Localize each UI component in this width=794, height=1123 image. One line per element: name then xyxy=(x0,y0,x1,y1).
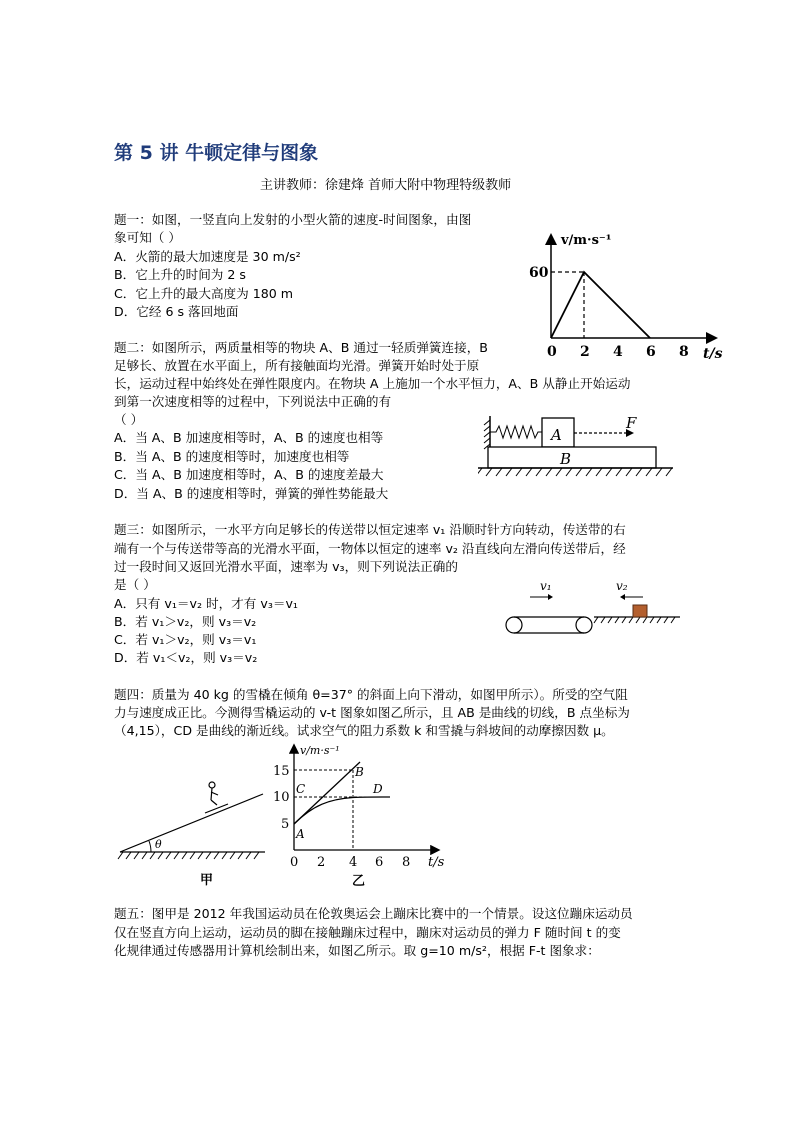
q1-x-label: t/s xyxy=(703,346,723,362)
q4-point-b: B xyxy=(355,765,364,779)
q4-y-tick: 10 xyxy=(273,790,290,805)
q1-x-tick: 6 xyxy=(646,344,656,360)
q3-stem-line: 是（ ） xyxy=(114,577,156,592)
page-title: 第 5 讲 牛顿定律与图象 xyxy=(114,142,319,164)
q4-caption-yi: 乙 xyxy=(352,874,366,888)
q4-stem-line: （4,15），CD 是曲线的渐近线。试求空气的阻力系数 k 和雪撬与斜坡间的动摩擦因数 μ。 xyxy=(114,723,614,738)
q2-spring xyxy=(490,426,542,438)
q2-block-b xyxy=(488,447,656,468)
q2-option-b: B．当 A、B 的速度相等时，加速度也相等 xyxy=(114,449,350,464)
q4-x-tick: 0 xyxy=(290,855,299,870)
q2-option-a: A．当 A、B 加速度相等时，A、B 的速度也相等 xyxy=(114,430,384,445)
q1-velocity-line xyxy=(551,272,650,338)
q2-stem-line: 足够长、放置在水平面上，所有接触面均光滑。弹簧开始时处于原 xyxy=(114,358,480,373)
q1-option-c: C．它上升的最大高度为 180 m xyxy=(114,286,294,301)
q1-option-d: D．它经 6 s 落回地面 xyxy=(114,304,239,319)
q1-x-tick: 2 xyxy=(580,344,590,360)
q2-label-b: B xyxy=(560,450,572,468)
q3-pulley-left xyxy=(506,617,522,633)
q4-fig-jia xyxy=(115,772,270,887)
q3-stem-line: 过一段时间又返回光滑水平面，速率为 v₃，则下列说法正确的 xyxy=(114,559,458,574)
q3-option-c: C．若 v₁＞v₂，则 v₃＝v₁ xyxy=(114,632,257,647)
q3-stem-line: 端有一个与传送带等高的光滑水平面，一物体以恒定的速率 v₂ 沿直线向左滑向传送带后，经 xyxy=(114,541,626,556)
q4-y-tick: 15 xyxy=(273,764,290,779)
q4-caption-jia: 甲 xyxy=(200,873,214,887)
q4-y-tick: 5 xyxy=(281,817,290,832)
q1-y-tick: 60 xyxy=(529,265,549,281)
q1-vt-graph xyxy=(525,228,730,368)
q2-ground-hatch xyxy=(478,468,672,476)
q3-option-b: B．若 v₁＞v₂，则 v₃＝v₂ xyxy=(114,614,257,629)
q4-stem-line: 题四：质量为 40 kg 的雪橇在倾角 θ=37° 的斜面上向下滑动，如图甲所示）。所受的空气阻 xyxy=(114,687,628,702)
q4-x-tick: 4 xyxy=(349,855,358,870)
q4-x-tick: 6 xyxy=(375,855,384,870)
q4-fig-yi xyxy=(268,740,448,888)
q1-option-b: B．它上升的时间为 2 s xyxy=(114,267,246,282)
q5-stem-line: 化规律通过传感器用计算机绘制出来，如图乙所示。取 g=10 m/s²，根据 F-t 图象求： xyxy=(114,943,600,958)
q4-slope xyxy=(120,794,263,852)
q2-option-c: C．当 A、B 加速度相等时，A、B 的速度差最大 xyxy=(114,467,384,482)
q4-x-tick: 2 xyxy=(317,855,326,870)
q3-stem-line: 题三：如图所示，一水平方向足够长的传送带以恒定速率 v₁ 沿顺时针方向转动，传送带的右 xyxy=(114,522,626,537)
page-subtitle: 主讲教师：徐建烽 首师大附中物理特级教师 xyxy=(260,178,512,193)
q3-object-block xyxy=(633,605,647,617)
q2-option-d: D．当 A、B 的速度相等时，弹簧的弹性势能最大 xyxy=(114,486,389,501)
q2-spring-figure xyxy=(478,410,678,485)
q2-stem-line: 题二：如图所示，两质量相等的物块 A、B 通过一轻质弹簧连接，B xyxy=(114,340,488,355)
q4-y-label: v/m·s⁻¹ xyxy=(300,744,340,757)
q1-stem-line: 题一：如图，一竖直向上发射的小型火箭的速度-时间图象，由图 xyxy=(114,212,472,227)
q4-x-tick: 8 xyxy=(402,855,411,870)
q1-y-label: v/m·s⁻¹ xyxy=(561,233,612,248)
q4-sled-figure xyxy=(205,782,228,813)
q4-point-d: D xyxy=(373,782,383,796)
q3-option-a: A．只有 v₁＝v₂ 时，才有 v₃＝v₁ xyxy=(114,596,298,611)
q2-stem-line: 到第一次速度相等的过程中，下列说法中正确的有 xyxy=(114,394,392,409)
q3-label-v2: v₂ xyxy=(616,579,628,593)
q4-x-label: t/s xyxy=(428,855,445,870)
q1-x-tick: 0 xyxy=(547,344,557,360)
q3-pulley-right xyxy=(576,617,592,633)
q1-x-tick: 4 xyxy=(613,344,623,360)
q4-point-c: C xyxy=(296,782,306,796)
q1-x-tick: 8 xyxy=(679,344,689,360)
q4-point-a: A xyxy=(296,827,305,841)
q5-stem-line: 题五：图甲是 2012 年我国运动员在伦敦奥运会上蹦床比赛中的一个情景。设这位蹦床运动员 xyxy=(114,906,633,921)
q5-stem-line: 仅在竖直方向上运动，运动员的脚在接触蹦床过程中，蹦床对运动员的弹力 F 随时间 t 的变 xyxy=(114,925,621,940)
q2-stem-line: （ ） xyxy=(114,412,144,427)
q4-stem-line: 力与速度成正比。今测得雪橇运动的 v-t 图象如图乙所示，且 AB 是曲线的切线，B 点坐标为 xyxy=(114,705,630,720)
q2-label-f: F xyxy=(626,414,637,432)
q3-option-d: D．若 v₁＜v₂，则 v₃＝v₂ xyxy=(114,650,258,665)
q1-option-a: A．火箭的最大加速度是 30 m/s² xyxy=(114,249,301,264)
q3-conveyor-figure xyxy=(500,576,685,638)
q2-label-a: A xyxy=(551,426,562,444)
q1-stem-line: 象可知（ ） xyxy=(114,230,181,245)
q4-angle-label: θ xyxy=(155,838,162,851)
q3-label-v1: v₁ xyxy=(540,579,552,593)
q2-stem-line: 长，运动过程中始终处在弹性限度内。在物块 A 上施加一个水平恒力，A、B 从静止开始运动 xyxy=(114,376,631,391)
